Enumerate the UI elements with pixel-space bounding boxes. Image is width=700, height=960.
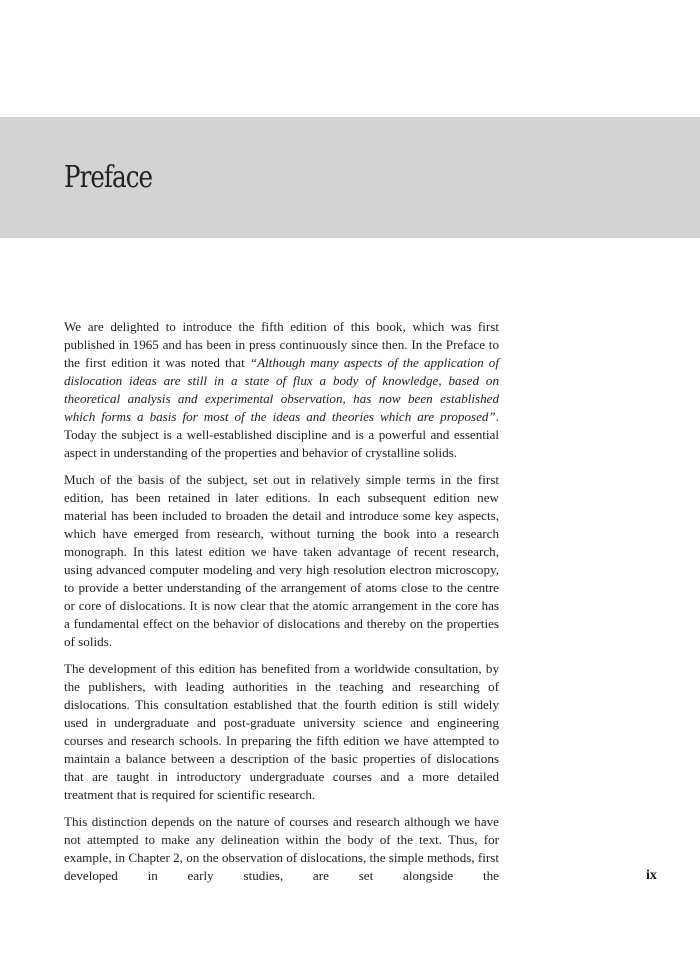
paragraph-1 [64,318,499,462]
paragraph-1-lead: We are delighted to introduce the fifth edition of this book, which was first published in 1965 and has been in press continuously since then. In the Preface to the first edition it was noted that [64,319,499,370]
paragraph-4: This distinction depends on the nature of courses and research although we have not attempted to make any delineation within the body of the text. Thus, for example, in Chapter 2, on the observation of dislocations, the simple methods, first developed in early studies, are set alongside the [64,814,499,883]
paragraph-2: Much of the basis of the subject, set out in relatively simple terms in the first edition, has been retained in later editions. In each subsequent edition new material has been included to broaden the detail and introduce some key aspects, which have emerged from research, without turning the book into a research monograph. In this latest edition we have taken advantage of recent research, using advanced computer modeling and very high resolution electron microscopy, to provide a better understanding of the arrangement of atoms close to the centre or core of dislocations. It is now clear that the atomic arrangement in the core has a fundamental effect on the behavior of dislocations and thereby on the properties of solids. [64,472,499,649]
first-edition-quote: “Although many aspects of the application of dislocation ideas are still in a state of flux a body of knowledge, based on theoretical analysis and experimental observation, has now been established which forms a basis for most of the ideas and theories which are proposed” [64,355,499,424]
page-number: ix [646,868,657,883]
paragraph-1-tail: . Today the subject is a well-established discipline and is a powerful and essential aspect in understanding of the properties and behavior of crystalline solids. [64,409,499,460]
paragraph-3: The development of this edition has benefited from a worldwide consultation, by the publishers, with leading authorities in the teaching and researching of dislocations. This consultation established that the fourth edition is still widely used in undergraduate and post-graduate university science and engineering courses and research schools. In preparing the fifth edition we have attempted to maintain a balance between a description of the basic properties of dislocations that are taught in introductory undergraduate courses and a more detailed treatment that is required for scientific research. [64,661,499,802]
preface-body [64,318,499,894]
page-title: Preface [64,160,153,195]
